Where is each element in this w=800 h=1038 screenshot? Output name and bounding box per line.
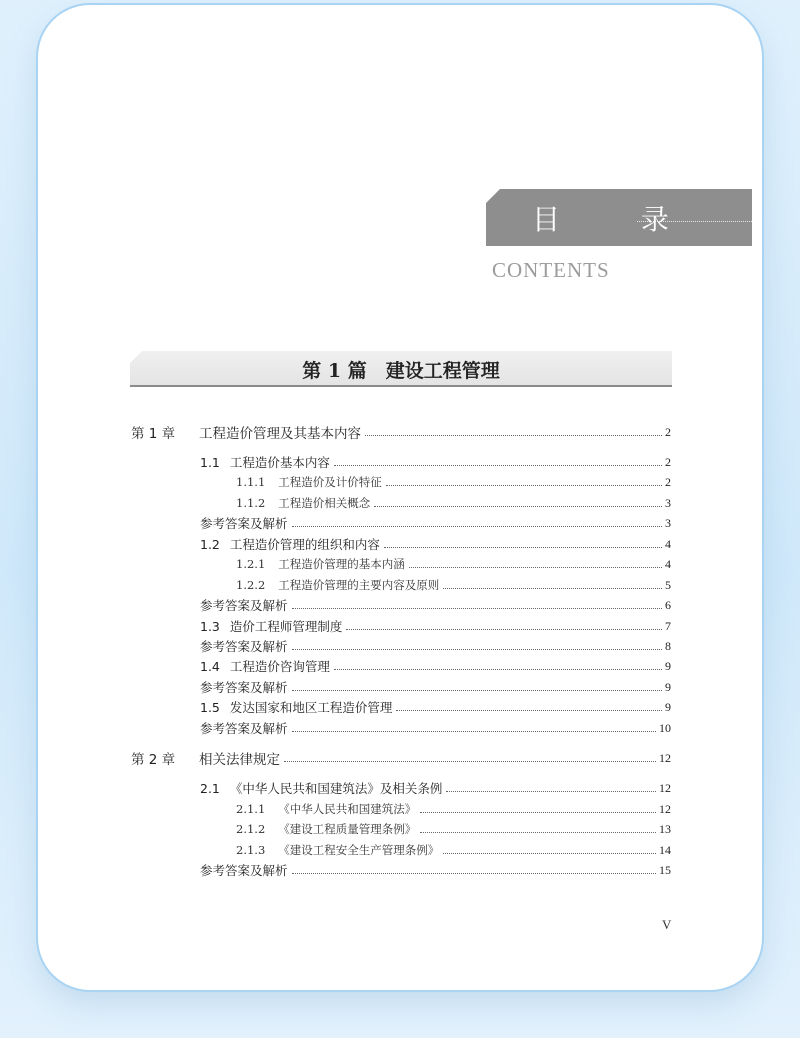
toc-answers-entry[interactable]	[200, 636, 671, 656]
section-title: 工程造价咨询管理	[229, 659, 330, 674]
page-number: 4	[665, 556, 671, 571]
dot-leader	[292, 526, 662, 527]
dot-leader	[386, 485, 662, 486]
dot-leader	[365, 435, 662, 436]
toc-section-entry[interactable]	[200, 778, 671, 798]
toc-answers-entry[interactable]	[200, 677, 671, 697]
dot-leader	[420, 812, 656, 813]
subsection-title: 《中华人民共和国建筑法》	[278, 802, 417, 816]
toc-section-entry[interactable]	[200, 534, 671, 554]
page-number: 9	[665, 658, 671, 673]
page-number: 5	[665, 577, 671, 592]
toc-section-entry[interactable]	[200, 656, 671, 676]
toc-subsection-entry[interactable]	[236, 840, 671, 860]
page-number: 2	[665, 474, 671, 489]
toc-section-entry[interactable]	[200, 452, 671, 472]
toc-subsection-entry[interactable]	[236, 799, 671, 819]
section-title: 《中华人民共和国建筑法》及相关条例	[229, 781, 443, 796]
dot-leader	[384, 547, 662, 548]
page-number: 4	[665, 536, 671, 551]
page-number: 10	[659, 720, 671, 735]
page-number: 13	[659, 821, 671, 836]
page-number: 15	[659, 862, 671, 877]
answers-title: 参考答案及解析	[200, 680, 288, 695]
dot-leader	[292, 690, 662, 691]
dot-leader	[396, 710, 662, 711]
page-number: 9	[665, 699, 671, 714]
subsection-number: 2.1.2	[236, 822, 266, 836]
part-title: 第 1 篇 建设工程管理	[302, 360, 500, 382]
page-number: 9	[665, 679, 671, 694]
page-number: 3	[665, 495, 671, 510]
subsection-title: 《建设工程质量管理条例》	[278, 822, 417, 836]
toc-subsection-entry[interactable]	[236, 575, 671, 595]
dot-leader	[443, 853, 656, 854]
section-number: 1.2	[200, 536, 220, 552]
page-number: 12	[659, 750, 671, 765]
chapter-number: 第 2 章	[131, 752, 176, 768]
section-number: 1.3	[200, 618, 220, 634]
subsection-title: 工程造价管理的基本内涵	[278, 557, 405, 571]
dot-leader	[284, 761, 656, 762]
page-number: 12	[659, 780, 671, 795]
toc-chapter-entry[interactable]	[131, 422, 671, 442]
page-folio: V	[662, 917, 672, 932]
dot-leader	[443, 588, 662, 589]
subsection-number: 1.2.1	[236, 557, 266, 571]
dot-leader	[292, 649, 662, 650]
page-number: 3	[665, 515, 671, 530]
subsection-title: 《建设工程安全生产管理条例》	[278, 843, 440, 857]
dot-leader	[374, 506, 662, 507]
dot-leader	[292, 731, 656, 732]
toc-subsection-entry[interactable]	[236, 472, 671, 492]
toc-answers-entry[interactable]	[200, 718, 671, 738]
section-number: 1.1	[200, 454, 220, 470]
dot-leader	[346, 629, 662, 630]
toc-section-entry[interactable]	[200, 697, 671, 717]
section-number: 2.1	[200, 780, 220, 796]
answers-title: 参考答案及解析	[200, 863, 288, 878]
chapter-title: 工程造价管理及其基本内容	[199, 426, 361, 442]
subsection-number: 1.1.1	[236, 475, 266, 489]
toc-subsection-entry[interactable]	[236, 554, 671, 574]
dot-leader	[334, 465, 662, 466]
toc-title: 目 录	[532, 203, 705, 236]
dot-leader	[409, 567, 662, 568]
page-number: 8	[665, 638, 671, 653]
part-heading-underline	[130, 385, 672, 387]
answers-title: 参考答案及解析	[200, 721, 288, 736]
section-title: 工程造价基本内容	[229, 455, 330, 470]
subsection-number: 2.1.3	[236, 843, 266, 857]
section-title: 发达国家和地区工程造价管理	[229, 700, 393, 715]
toc-answers-entry[interactable]	[200, 860, 671, 880]
section-title: 工程造价管理的组织和内容	[229, 537, 380, 552]
toc-answers-entry[interactable]	[200, 513, 671, 533]
page-number: 14	[659, 842, 671, 857]
section-title: 造价工程师管理制度	[229, 619, 343, 634]
dot-leader	[334, 669, 662, 670]
chapter-number: 第 1 章	[131, 426, 176, 442]
page-number: 7	[665, 618, 671, 633]
toc-chapter-entry[interactable]	[131, 748, 671, 768]
subsection-title: 工程造价相关概念	[278, 496, 371, 510]
subsection-title: 工程造价管理的主要内容及原则	[278, 578, 440, 592]
section-number: 1.5	[200, 699, 220, 715]
answers-title: 参考答案及解析	[200, 598, 288, 613]
answers-title: 参考答案及解析	[200, 639, 288, 654]
dot-leader	[446, 791, 656, 792]
toc-answers-entry[interactable]	[200, 595, 671, 615]
page-number: 2	[665, 454, 671, 469]
toc-subsection-entry[interactable]	[236, 819, 671, 839]
toc-section-entry[interactable]	[200, 616, 671, 636]
subsection-number: 1.1.2	[236, 496, 266, 510]
page-number: 6	[665, 597, 671, 612]
subsection-number: 1.2.2	[236, 578, 266, 592]
section-number: 1.4	[200, 658, 220, 674]
subsection-number: 2.1.1	[236, 802, 266, 816]
dot-leader	[292, 608, 662, 609]
dot-leader	[420, 832, 656, 833]
dot-leader	[292, 873, 656, 874]
toc-subsection-entry[interactable]	[236, 493, 671, 513]
chapter-title: 相关法律规定	[199, 752, 280, 768]
subsection-title: 工程造价及计价特征	[278, 475, 382, 489]
page-number: 2	[665, 424, 671, 439]
toc-subtitle: CONTENTS	[492, 258, 610, 282]
page-number: 12	[659, 801, 671, 816]
answers-title: 参考答案及解析	[200, 516, 288, 531]
